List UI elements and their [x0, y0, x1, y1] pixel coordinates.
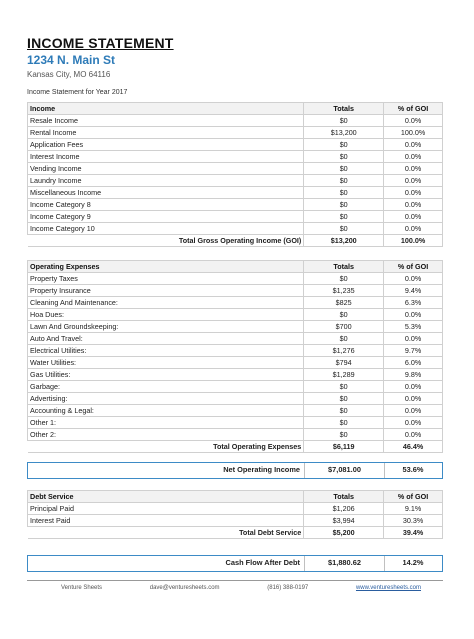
row-total: $0 — [304, 175, 384, 187]
row-label: Income Category 10 — [28, 223, 304, 235]
row-pct: 0.0% — [384, 211, 443, 223]
table-row — [28, 417, 443, 429]
row-total: $0 — [304, 115, 384, 127]
row-label: Advertising: — [28, 393, 304, 405]
row-total: $0 — [304, 223, 384, 235]
row-pct: 0.0% — [384, 273, 443, 285]
row-total: $1,276 — [304, 345, 384, 357]
noi-pct: 53.6% — [402, 465, 424, 474]
row-pct: 0.0% — [384, 151, 443, 163]
row-pct: 0.0% — [384, 115, 443, 127]
row-label: Property Taxes — [28, 273, 304, 285]
row-label: Lawn And Groundskeeping: — [28, 321, 304, 333]
row-pct: 9.7% — [384, 345, 443, 357]
row-total: $794 — [304, 357, 384, 369]
row-total: $0 — [304, 417, 384, 429]
row-pct: 0.0% — [384, 417, 443, 429]
cash-flow-after-debt-box — [27, 555, 443, 572]
row-pct: 0.0% — [384, 223, 443, 235]
row-label: Vending Income — [28, 163, 304, 175]
row-pct: 30.3% — [384, 515, 443, 527]
table-row — [28, 115, 443, 127]
row-label: Auto And Travel: — [28, 333, 304, 345]
table-row — [28, 393, 443, 405]
row-label: Gas Utilities: — [28, 369, 304, 381]
table-row — [28, 429, 443, 441]
table-row — [28, 297, 443, 309]
row-label: Other 2: — [28, 429, 304, 441]
table-row — [28, 381, 443, 393]
total-pct: 100.0% — [384, 235, 443, 247]
row-pct: 0.0% — [384, 405, 443, 417]
row-total: $3,994 — [304, 515, 384, 527]
row-total: $825 — [304, 297, 384, 309]
row-pct: 0.0% — [384, 429, 443, 441]
row-label: Resale Income — [28, 115, 304, 127]
debt-header-row — [28, 491, 443, 503]
row-total: $0 — [304, 309, 384, 321]
row-label: Other 1: — [28, 417, 304, 429]
total-row — [28, 235, 443, 247]
noi-value: $7,081.00 — [305, 463, 385, 478]
total-row — [28, 441, 443, 453]
table-row — [28, 285, 443, 297]
row-pct: 6.3% — [384, 297, 443, 309]
row-pct: 0.0% — [384, 175, 443, 187]
row-total: $0 — [304, 163, 384, 175]
row-total: $0 — [304, 199, 384, 211]
cashflow-label: Cash Flow After Debt — [28, 556, 305, 571]
footer-company: Venture Sheets — [61, 585, 103, 591]
property-city: Kansas City, MO 64116 — [27, 70, 111, 79]
row-total: $0 — [304, 333, 384, 345]
table-row — [28, 357, 443, 369]
row-label: Accounting & Legal: — [28, 405, 304, 417]
totals-column-header: Totals — [304, 261, 384, 273]
table-row — [28, 187, 443, 199]
income-table — [27, 102, 443, 247]
row-total: $0 — [304, 151, 384, 163]
table-row — [28, 163, 443, 175]
totals-column-header: Totals — [304, 103, 384, 115]
table-row — [28, 127, 443, 139]
cashflow-value: $1,880.62 — [305, 556, 385, 571]
table-row — [28, 333, 443, 345]
table-row — [28, 211, 443, 223]
row-label: Income Category 8 — [28, 199, 304, 211]
row-pct: 6.0% — [384, 357, 443, 369]
pct-goi-column-header: % of GOI — [384, 491, 443, 503]
table-row — [28, 405, 443, 417]
pct-goi-column-header: % of GOI — [384, 261, 443, 273]
expenses-heading: Operating Expenses — [28, 261, 304, 273]
row-total: $0 — [304, 139, 384, 151]
expenses-header-row — [28, 261, 443, 273]
row-total: $0 — [304, 273, 384, 285]
row-pct: 5.3% — [384, 321, 443, 333]
row-total: $1,206 — [304, 503, 384, 515]
row-label: Rental Income — [28, 127, 304, 139]
table-row — [28, 139, 443, 151]
row-total: $0 — [304, 211, 384, 223]
row-pct: 100.0% — [384, 127, 443, 139]
page-footer — [27, 580, 443, 591]
property-address: 1234 N. Main St — [27, 53, 116, 67]
table-row — [28, 369, 443, 381]
row-total: $0 — [304, 393, 384, 405]
table-row — [28, 175, 443, 187]
total-label: Total Debt Service — [28, 527, 304, 539]
row-pct: 0.0% — [384, 163, 443, 175]
table-row — [28, 321, 443, 333]
income-heading: Income — [28, 103, 304, 115]
totals-column-header: Totals — [304, 491, 384, 503]
operating-expenses-table — [27, 260, 443, 453]
row-pct: 0.0% — [384, 139, 443, 151]
footer-website-link[interactable]: www.venturesheets.com — [355, 585, 421, 591]
row-label: Interest Paid — [28, 515, 304, 527]
total-pct: 46.4% — [384, 441, 443, 453]
row-total: $0 — [304, 405, 384, 417]
pct-goi-column-header: % of GOI — [384, 103, 443, 115]
table-row — [28, 151, 443, 163]
row-pct: 9.8% — [384, 369, 443, 381]
row-pct: 0.0% — [384, 199, 443, 211]
row-total: $1,235 — [304, 285, 384, 297]
total-value: $5,200 — [304, 527, 384, 539]
row-pct: 0.0% — [384, 393, 443, 405]
table-row — [28, 345, 443, 357]
total-label: Total Gross Operating Income (GOI) — [28, 235, 304, 247]
table-row — [28, 309, 443, 321]
row-label: Cleaning And Maintenance: — [28, 297, 304, 309]
row-pct: 0.0% — [384, 381, 443, 393]
total-row — [28, 527, 443, 539]
row-label: Interest Income — [28, 151, 304, 163]
table-row — [28, 273, 443, 285]
table-row — [28, 503, 443, 515]
row-total: $13,200 — [304, 127, 384, 139]
total-value: $6,119 — [304, 441, 384, 453]
row-total: $1,289 — [304, 369, 384, 381]
row-pct: 0.0% — [384, 333, 443, 345]
row-label: Garbage: — [28, 381, 304, 393]
cashflow-pct: 14.2% — [402, 558, 424, 567]
row-label: Hoa Dues: — [28, 309, 304, 321]
footer-phone: (816) 388-0197 — [267, 585, 309, 591]
row-total: $0 — [304, 429, 384, 441]
table-row — [28, 515, 443, 527]
noi-label: Net Operating Income — [28, 463, 305, 478]
row-pct: 0.0% — [384, 187, 443, 199]
debt-heading: Debt Service — [28, 491, 304, 503]
table-row — [28, 199, 443, 211]
row-label: Water Utilities: — [28, 357, 304, 369]
row-pct: 9.1% — [384, 503, 443, 515]
statement-period: Income Statement for Year 2017 — [27, 89, 128, 96]
income-header-row — [28, 103, 443, 115]
row-label: Property Insurance — [28, 285, 304, 297]
row-label: Application Fees — [28, 139, 304, 151]
row-label: Electrical Utilities: — [28, 345, 304, 357]
total-value: $13,200 — [304, 235, 384, 247]
page-title: INCOME STATEMENT — [27, 35, 174, 51]
footer-email[interactable]: dave@venturesheets.com — [149, 585, 220, 591]
table-row — [28, 223, 443, 235]
row-total: $0 — [304, 381, 384, 393]
row-label: Laundry Income — [28, 175, 304, 187]
total-pct: 39.4% — [384, 527, 443, 539]
row-total: $0 — [304, 187, 384, 199]
row-pct: 0.0% — [384, 309, 443, 321]
row-label: Principal Paid — [28, 503, 304, 515]
row-label: Miscellaneous Income — [28, 187, 304, 199]
debt-service-table — [27, 490, 443, 539]
total-label: Total Operating Expenses — [28, 441, 304, 453]
row-label: Income Category 9 — [28, 211, 304, 223]
row-pct: 9.4% — [384, 285, 443, 297]
net-operating-income-box — [27, 462, 443, 479]
row-total: $700 — [304, 321, 384, 333]
